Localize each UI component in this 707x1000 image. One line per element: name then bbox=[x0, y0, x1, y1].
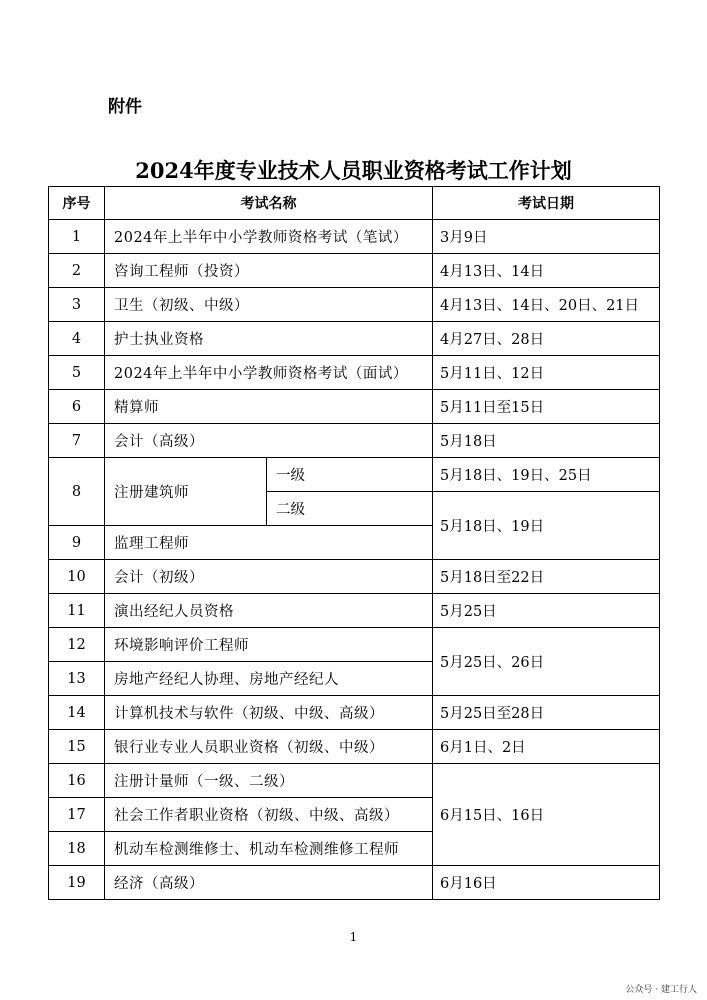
table-row bbox=[49, 424, 660, 458]
row-name: 注册计量师（一级、二级） bbox=[105, 764, 433, 798]
row-name: 机动车检测维修士、机动车检测维修工程师 bbox=[105, 832, 433, 866]
exam-schedule-table bbox=[48, 186, 660, 900]
table-header-row bbox=[49, 187, 660, 220]
row-no: 7 bbox=[49, 424, 105, 458]
page-number: 1 bbox=[349, 930, 358, 944]
row-level: 二级 bbox=[267, 492, 433, 526]
row-name: 会计（初级） bbox=[105, 560, 433, 594]
row-level: 一级 bbox=[267, 458, 433, 492]
table-row bbox=[49, 220, 660, 254]
table-row bbox=[49, 866, 660, 900]
row-name: 注册建筑师 bbox=[105, 458, 267, 526]
page-title: 2024年度专业技术人员职业资格考试工作计划 bbox=[135, 158, 572, 183]
row-name: 银行业专业人员职业资格（初级、中级） bbox=[105, 730, 433, 764]
table-row bbox=[49, 764, 660, 798]
row-name: 精算师 bbox=[105, 390, 433, 424]
row-no: 13 bbox=[49, 662, 105, 696]
table-row bbox=[49, 458, 660, 492]
row-no: 9 bbox=[49, 526, 105, 560]
row-name: 房地产经纪人协理、房地产经纪人 bbox=[105, 662, 433, 696]
header-no: 序号 bbox=[49, 187, 105, 220]
table-row bbox=[49, 322, 660, 356]
table-row bbox=[49, 594, 660, 628]
row-no: 8 bbox=[49, 458, 105, 526]
row-date: 5月11日至15日 bbox=[433, 390, 660, 424]
row-name: 卫生（初级、中级） bbox=[105, 288, 433, 322]
row-name: 会计（高级） bbox=[105, 424, 433, 458]
table-row bbox=[49, 560, 660, 594]
row-no: 16 bbox=[49, 764, 105, 798]
row-no: 4 bbox=[49, 322, 105, 356]
row-name: 环境影响评价工程师 bbox=[105, 628, 433, 662]
row-no: 6 bbox=[49, 390, 105, 424]
row-date: 6月16日 bbox=[433, 866, 660, 900]
row-no: 18 bbox=[49, 832, 105, 866]
row-date: 5月18日至22日 bbox=[433, 560, 660, 594]
row-date-shared: 5月18日、19日 bbox=[433, 492, 660, 560]
table-row bbox=[49, 390, 660, 424]
row-no: 17 bbox=[49, 798, 105, 832]
row-date: 3月9日 bbox=[433, 220, 660, 254]
row-date: 5月25日 bbox=[433, 594, 660, 628]
table-row bbox=[49, 696, 660, 730]
row-no: 14 bbox=[49, 696, 105, 730]
table-row bbox=[49, 628, 660, 662]
row-name: 护士执业资格 bbox=[105, 322, 433, 356]
row-name: 监理工程师 bbox=[105, 526, 433, 560]
row-no: 15 bbox=[49, 730, 105, 764]
row-name: 2024年上半年中小学教师资格考试（笔试） bbox=[105, 220, 433, 254]
row-date: 5月18日 bbox=[433, 424, 660, 458]
row-no: 11 bbox=[49, 594, 105, 628]
row-name: 演出经纪人员资格 bbox=[105, 594, 433, 628]
row-name: 经济（高级） bbox=[105, 866, 433, 900]
row-no: 12 bbox=[49, 628, 105, 662]
row-date: 4月13日、14日、20日、21日 bbox=[433, 288, 660, 322]
row-date: 5月11日、12日 bbox=[433, 356, 660, 390]
table-row bbox=[49, 356, 660, 390]
row-date: 4月27日、28日 bbox=[433, 322, 660, 356]
row-no: 5 bbox=[49, 356, 105, 390]
row-name: 计算机技术与软件（初级、中级、高级） bbox=[105, 696, 433, 730]
row-date: 5月18日、19日、25日 bbox=[433, 458, 660, 492]
table-row bbox=[49, 730, 660, 764]
row-date: 5月25日至28日 bbox=[433, 696, 660, 730]
header-date: 考试日期 bbox=[433, 187, 660, 220]
row-name: 2024年上半年中小学教师资格考试（面试） bbox=[105, 356, 433, 390]
header-name: 考试名称 bbox=[105, 187, 433, 220]
row-date-shared: 5月25日、26日 bbox=[433, 628, 660, 696]
row-no: 10 bbox=[49, 560, 105, 594]
row-date: 4月13日、14日 bbox=[433, 254, 660, 288]
table-row bbox=[49, 254, 660, 288]
row-date: 6月1日、2日 bbox=[433, 730, 660, 764]
row-no: 3 bbox=[49, 288, 105, 322]
watermark: 公众号 · 建工行人 bbox=[625, 985, 697, 995]
row-no: 19 bbox=[49, 866, 105, 900]
table-row bbox=[49, 288, 660, 322]
row-no: 2 bbox=[49, 254, 105, 288]
attachment-label: 附件 bbox=[108, 97, 142, 117]
row-name: 咨询工程师（投资） bbox=[105, 254, 433, 288]
row-date-shared: 6月15日、16日 bbox=[433, 764, 660, 866]
row-name: 社会工作者职业资格（初级、中级、高级） bbox=[105, 798, 433, 832]
row-no: 1 bbox=[49, 220, 105, 254]
